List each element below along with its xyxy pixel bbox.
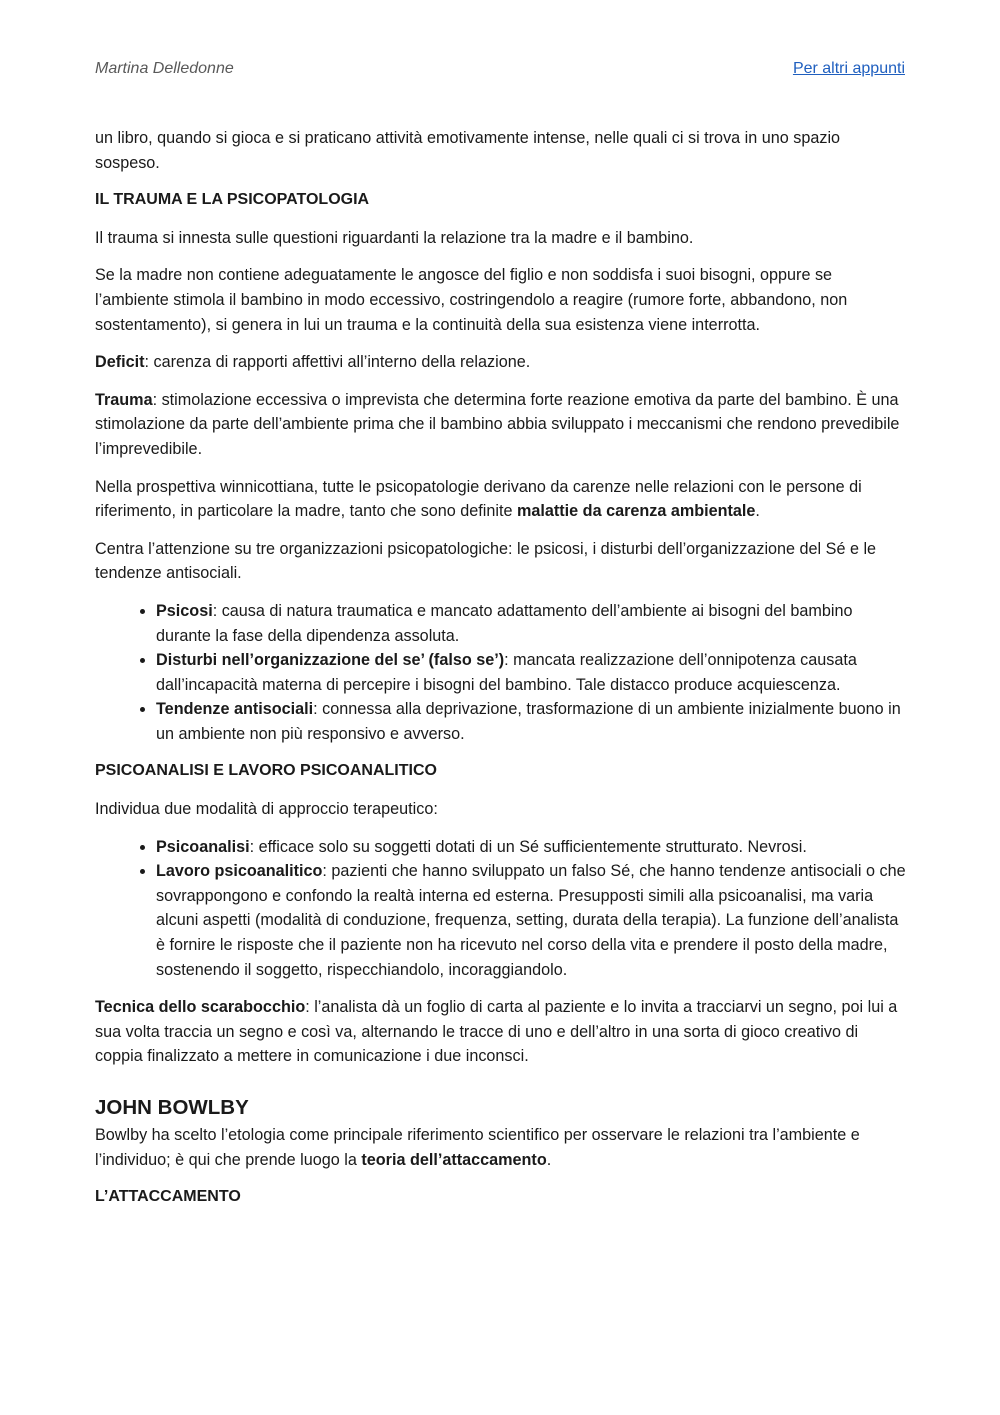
- tecnica-paragraph: [95, 995, 907, 1069]
- author-name: Martina Delledonne: [95, 60, 234, 77]
- list-item-term: Lavoro psicoanalitico: [156, 862, 323, 881]
- bowlby-end: .: [546, 1150, 552, 1169]
- trauma-text: : stimolazione eccessiva o imprevista che determina forte reazione emotiva da parte del bambino. È una stimolazione da parte dell’ambiente prima che il bambino abbia sviluppato i meccanismi che rendono prevedibile l’imprevedibile.: [95, 390, 900, 458]
- list-item: [156, 648, 907, 697]
- list-item: [156, 697, 907, 746]
- section-title-bowlby: JOHN BOWLBY: [95, 1096, 249, 1119]
- tecnica-term: Tecnica dello scarabocchio: [95, 998, 306, 1017]
- trauma-paragraph-2: Se la madre non contiene adeguatamente le angosce del figlio e non soddisfa i suoi bisogni, oppure se l’ambiente stimola il bambino in modo eccessivo, costringendolo a reagire (rumore forte, abbandono, non sostentamento), si genera in lui un trauma e la continuità della sua esistenza viene interrotta.: [95, 266, 848, 334]
- list-item-term: Disturbi nell’organizzazione del se’ (falso se’): [156, 651, 505, 670]
- deficit-definition: [95, 350, 907, 375]
- trauma-term: Trauma: [95, 390, 153, 409]
- deficit-text: : carenza di rapporti affettivi all’interno della relazione.: [144, 353, 531, 372]
- list-item-term: Tendenze antisociali: [156, 700, 314, 719]
- document-body: [95, 126, 907, 1223]
- list-item-text: : mancata realizzazione dell’onnipotenza causata dall’incapacità materna di percepire i bisogni del bambino. Tale distacco produce acquiescenza.: [156, 651, 857, 694]
- page-header: [95, 60, 905, 84]
- prospettiva-text: Nella prospettiva winnicottiana, tutte le psicopatologie derivano da carenze nelle relazioni con le persone di riferimento, in particolare la madre, tanto che sono definite: [95, 477, 862, 521]
- intro-paragraph: un libro, quando si gioca e si praticano attività emotivamente intense, nelle quali ci si trova in uno spazio sospeso.: [95, 129, 841, 172]
- list-item-text: : pazienti che hanno sviluppato un falso Sé, che hanno tendenze antisociali o che sovrappongono e confondo la realtà interna ed esterna. Presupposti simili alla psicoanalisi, ma varia alcuni aspetti (modalità di conduzione, frequenza, setting, durata della terapia). La funzione dell’analista è fornire le risposte che il paziente non ha ricevuto nel corso della vita e prendere il posto della madre, sostenendo il soggetto, rispecchiandolo, incoraggiandolo.: [156, 862, 906, 979]
- section-heading-attaccamento: L’ATTACCAMENTO: [95, 1188, 241, 1206]
- list-item-text: : causa di natura traumatica e mancato adattamento dell’ambiente ai bisogni del bambino durante la fase della dipendenza assoluta.: [156, 601, 853, 645]
- bowlby-text: Bowlby ha scelto l’etologia come principale riferimento scientifico per osservare le relazioni tra l’ambiente e l’individuo; è qui che prende luogo la: [95, 1126, 860, 1169]
- section-heading-psicoanalisi: PSICOANALISI E LAVORO PSICOANALITICO: [95, 762, 437, 780]
- list-item-text: : connessa alla deprivazione, trasformazione di un ambiente inizialmente buono in un ambiente non più responsivo e avverso.: [156, 700, 901, 743]
- bowlby-bold: teoria dell’attaccamento: [361, 1150, 547, 1169]
- list-item-text: : efficace solo su soggetti dotati di un Sé sufficientemente strutturato. Nevrosi.: [249, 837, 807, 856]
- centra-paragraph: Centra l’attenzione su tre organizzazioni psicopatologiche: le psicosi, i disturbi dell’organizzazione del Sé e le tendenze antisociali.: [95, 539, 877, 583]
- list-item: [156, 835, 907, 860]
- section-heading-trauma: IL TRAUMA E LA PSICOPATOLOGIA: [95, 191, 370, 209]
- bowlby-paragraph: [95, 1123, 907, 1172]
- list-item: [156, 599, 907, 648]
- list-item-term: Psicosi: [156, 601, 213, 620]
- psychopathology-list: [95, 599, 907, 747]
- prospettiva-end: .: [755, 502, 760, 521]
- individua-paragraph: Individua due modalità di approccio terapeutico:: [95, 800, 438, 819]
- more-notes-link[interactable]: Per altri appunti: [792, 60, 905, 77]
- deficit-term: Deficit: [95, 353, 145, 372]
- prospettiva-paragraph: [95, 475, 907, 524]
- list-item-term: Psicoanalisi: [156, 837, 250, 856]
- prospettiva-bold: malattie da carenza ambientale: [517, 502, 756, 521]
- therapy-list: [95, 835, 907, 983]
- trauma-paragraph-1: Il trauma si innesta sulle questioni riguardanti la relazione tra la madre e il bambino.: [95, 228, 694, 247]
- list-item: [156, 859, 907, 982]
- tecnica-text: : l’analista dà un foglio di carta al paziente e lo invita a tracciarvi un segno, poi lui a sua volta traccia un segno e così va, alternando le tracce di uno e dell’altro in una sorta di gioco creativo di coppia finalizzato a mettere in comunicazione i due inconsci.: [95, 998, 898, 1066]
- trauma-definition: [95, 388, 907, 462]
